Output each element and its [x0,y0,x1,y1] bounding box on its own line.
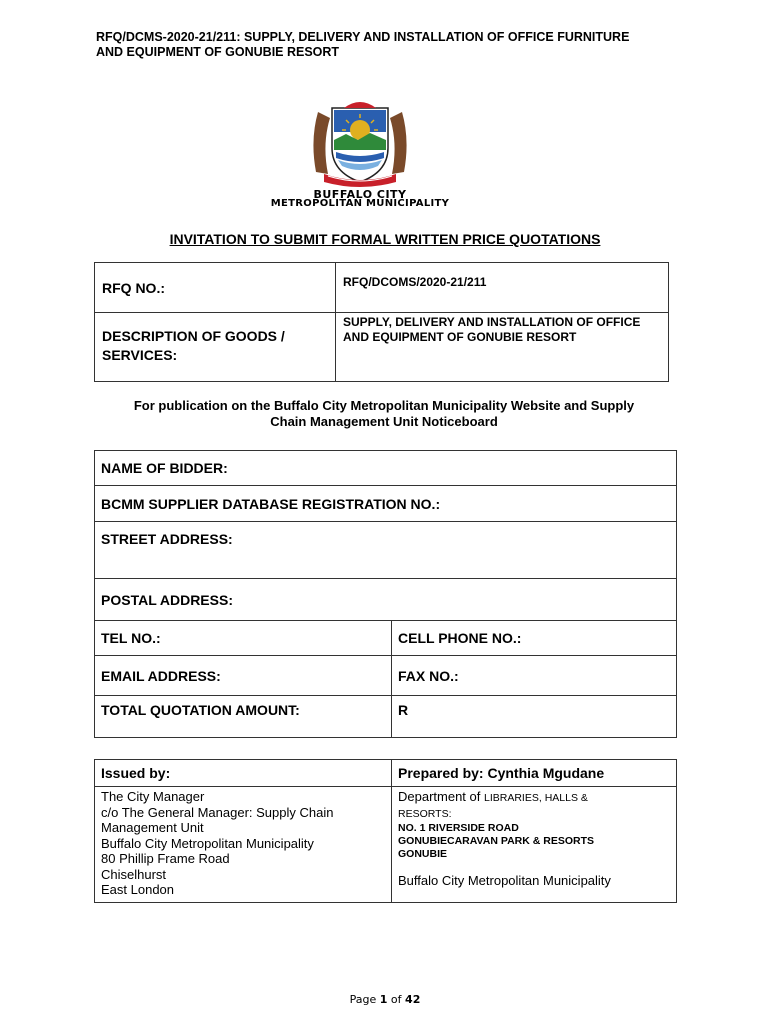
logo-name-line-2: METROPOLITAN MUNICIPALITY [270,198,450,209]
issuer-line: East London [101,882,175,897]
issuer-line: 80 Phillip Frame Road [101,851,230,866]
document-header [96,30,696,60]
description-value-line-2: AND EQUIPMENT OF GONUBIE RESORT [343,330,577,344]
of-word: of [387,993,406,1006]
address-line-3: GONUBIE [398,848,448,860]
municipality-name: Buffalo City Metropolitan Municipality [398,873,611,888]
address-line-1: NO. 1 RIVERSIDE ROAD [398,822,519,834]
department-prefix: Department of [398,789,484,804]
address-line-2: GONUBIECARAVAN PARK & RESORTS [398,835,595,847]
total-quotation-label: TOTAL QUOTATION AMOUNT: [95,696,392,738]
description-label [95,313,336,382]
rfq-info-table [94,262,669,382]
publication-line-2: Chain Management Unit Noticeboard [270,414,498,429]
postal-address-field[interactable]: POSTAL ADDRESS: [95,579,677,621]
registration-number-field[interactable]: BCMM SUPPLIER DATABASE REGISTRATION NO.: [95,486,677,522]
page-footer [0,993,770,1006]
issuer-line: c/o The General Manager: Supply Chain [101,804,334,820]
bidder-details-table [94,450,677,738]
email-address-field[interactable]: EMAIL ADDRESS: [95,656,392,696]
logo-name-line-1: BUFFALO CITY [313,188,407,201]
department-name-line-2: RESORTS: [398,807,452,820]
issued-by-label: Issued by: [95,760,392,787]
page-title: INVITATION TO SUBMIT FORMAL WRITTEN PRICE QUOTATIONS [169,231,601,247]
description-value [336,313,669,382]
issuer-table [94,759,677,903]
department-name: LIBRARIES, HALLS & [484,792,588,804]
prepared-by-label: Prepared by: Cynthia Mgudane [392,760,677,787]
tel-number-field[interactable]: TEL NO.: [95,621,392,656]
issuer-line: Chiselhurst [101,866,167,882]
rfq-number-value: RFQ/DCOMS/2020-21/211 [336,263,669,313]
header-line-2: AND EQUIPMENT OF GONUBIE RESORT [96,45,340,59]
publication-line-1: For publication on the Buffalo City Metropolitan Municipality Website and Supply [133,398,635,413]
page-total: 42 [405,993,421,1006]
department-line [398,789,670,807]
issuer-line: The City Manager [101,789,205,804]
street-address-field[interactable]: STREET ADDRESS: [95,522,677,579]
preparer-address [392,787,677,903]
total-quotation-amount-field[interactable]: R [392,696,677,738]
issuer-line: Management Unit [101,820,204,835]
page-word: Page [349,993,380,1006]
description-label-line-1: DESCRIPTION OF GOODS / [102,328,285,344]
header-line-1: RFQ/DCMS-2020-21/211: SUPPLY, DELIVERY AND INSTALLATION OF OFFICE FURNITURE [96,30,630,44]
cell-phone-field[interactable]: CELL PHONE NO.: [392,621,677,656]
municipality-logo [240,100,480,210]
fax-number-field[interactable]: FAX NO.: [392,656,677,696]
publication-note [94,398,674,430]
bidder-name-field[interactable]: NAME OF BIDDER: [95,451,677,486]
description-value-line-1: SUPPLY, DELIVERY AND INSTALLATION OF OFFICE [343,315,641,329]
issuer-line: Buffalo City Metropolitan Municipality [101,835,314,851]
issuer-address [95,787,392,903]
rfq-number-label: RFQ NO.: [95,263,336,313]
page-number: 1 [379,993,388,1006]
description-label-line-2: SERVICES: [102,347,178,363]
coat-of-arms-icon [240,100,480,190]
